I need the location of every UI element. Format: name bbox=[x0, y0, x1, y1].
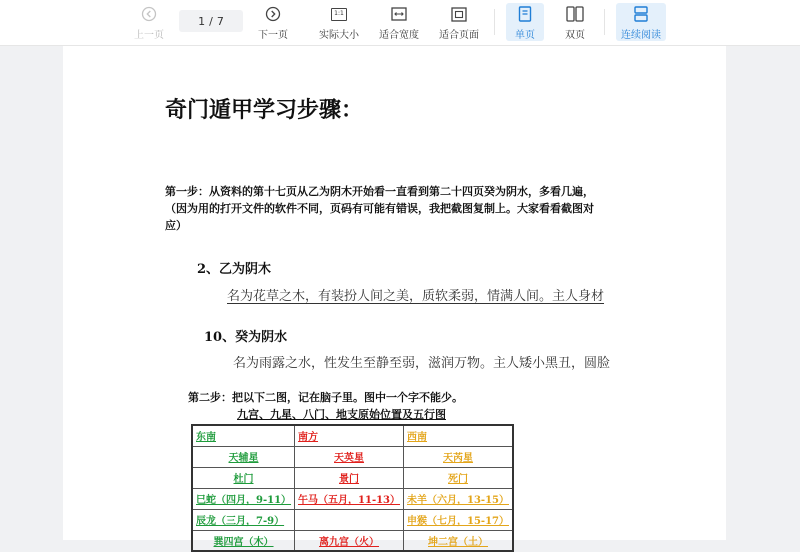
table-cell: 巽四宫（木） bbox=[192, 530, 295, 551]
table-title: 九宫、九星、八门、地支原始位置及五行图 bbox=[237, 408, 446, 421]
toolbar-divider bbox=[604, 9, 605, 35]
single-page-button[interactable] bbox=[506, 3, 544, 41]
step1-line: 应） bbox=[165, 219, 187, 232]
viewer-toolbar bbox=[0, 0, 800, 46]
fit-width-icon bbox=[388, 3, 410, 25]
table-cell: 未羊（六月，13-15） bbox=[404, 488, 513, 509]
step1-line: （因为用的打开文件的软件不同，页码有可能有错误，我把截图复制上。大家看看截图对 bbox=[165, 202, 594, 215]
prev-page-button[interactable] bbox=[130, 3, 168, 41]
fit-width-button[interactable] bbox=[376, 3, 422, 41]
table-cell: 西南 bbox=[404, 425, 513, 446]
table-cell: 申猴（七月，15-17） bbox=[404, 509, 513, 530]
table-cell: 景门 bbox=[295, 467, 404, 488]
toolbar-divider bbox=[494, 9, 495, 35]
continuous-reading-button[interactable] bbox=[616, 3, 666, 41]
next-page-button[interactable] bbox=[254, 3, 292, 41]
fit-page-button[interactable] bbox=[436, 3, 482, 41]
fit-width-label: 适合宽度 bbox=[379, 30, 419, 41]
section-heading-gui-water: 10、癸为阴水 bbox=[204, 330, 288, 345]
table-cell bbox=[295, 509, 404, 530]
page-separator: / bbox=[209, 14, 213, 28]
table-cell: 杜门 bbox=[192, 467, 295, 488]
page-current: 1 bbox=[198, 14, 206, 28]
table-cell: 坤二宫（土） bbox=[404, 530, 513, 551]
fit-page-label: 适合页面 bbox=[439, 30, 479, 41]
table-cell: 死门 bbox=[404, 467, 513, 488]
table-cell: 午马（五月，11-13） bbox=[295, 488, 404, 509]
section-text-yi-wood: 名为花草之木，有装扮人间之美，质软柔弱，情满人间。主人身材 bbox=[227, 289, 605, 304]
document-title: 奇门遁甲学习步骤： bbox=[165, 97, 364, 123]
prev-page-label: 上一页 bbox=[134, 30, 164, 41]
page-total: 7 bbox=[216, 14, 224, 28]
table-cell: 东南 bbox=[192, 425, 295, 446]
table-cell: 离九宫（火） bbox=[295, 530, 404, 551]
table-cell: 辰龙（三月，7-9） bbox=[192, 509, 295, 530]
section-text-gui-water: 名为雨露之水，性发生至静至弱，滋润万物。主人矮小黑丑，圆脸 bbox=[233, 356, 611, 371]
step1-paragraph bbox=[165, 183, 645, 234]
step2-paragraph: 第二步：把以下二图，记在脑子里。图中一个字不能少。 bbox=[188, 391, 463, 404]
table-cell: 天芮星 bbox=[404, 446, 513, 467]
table-row bbox=[192, 530, 513, 551]
table-row bbox=[192, 425, 513, 446]
single-page-label: 单页 bbox=[515, 30, 535, 41]
table-cell: 巳蛇（四月，9-11） bbox=[192, 488, 295, 509]
continuous-reading-label: 连续阅读 bbox=[621, 30, 661, 41]
nine-palaces-table-image bbox=[191, 406, 509, 548]
fit-page-icon bbox=[448, 3, 470, 25]
table-row bbox=[192, 446, 513, 467]
single-page-icon bbox=[514, 3, 536, 25]
table-row bbox=[192, 467, 513, 488]
nine-palaces-table bbox=[191, 424, 514, 552]
chevron-left-icon bbox=[138, 3, 160, 25]
step1-line: 第一步：从资料的第十七页从乙为阴木开始看一直看到第二十四页癸为阴水，多看几遍， bbox=[165, 185, 594, 198]
table-row bbox=[192, 488, 513, 509]
double-page-label: 双页 bbox=[565, 30, 585, 41]
chevron-right-icon bbox=[262, 3, 284, 25]
actual-size-button[interactable] bbox=[316, 3, 362, 41]
section-heading-yi-wood: 2、乙为阴木 bbox=[197, 262, 272, 277]
double-page-button[interactable] bbox=[556, 3, 594, 41]
continuous-reading-icon bbox=[630, 3, 652, 25]
actual-size-label: 实际大小 bbox=[319, 30, 359, 41]
table-cell: 天英星 bbox=[295, 446, 404, 467]
table-cell: 天辅星 bbox=[192, 446, 295, 467]
table-cell: 南方 bbox=[295, 425, 404, 446]
double-page-icon bbox=[564, 3, 586, 25]
actual-size-icon: 1:1 bbox=[328, 3, 350, 25]
document-page bbox=[63, 46, 726, 548]
next-page-label: 下一页 bbox=[258, 30, 288, 41]
page-number-input[interactable] bbox=[179, 10, 243, 32]
table-row bbox=[192, 509, 513, 530]
